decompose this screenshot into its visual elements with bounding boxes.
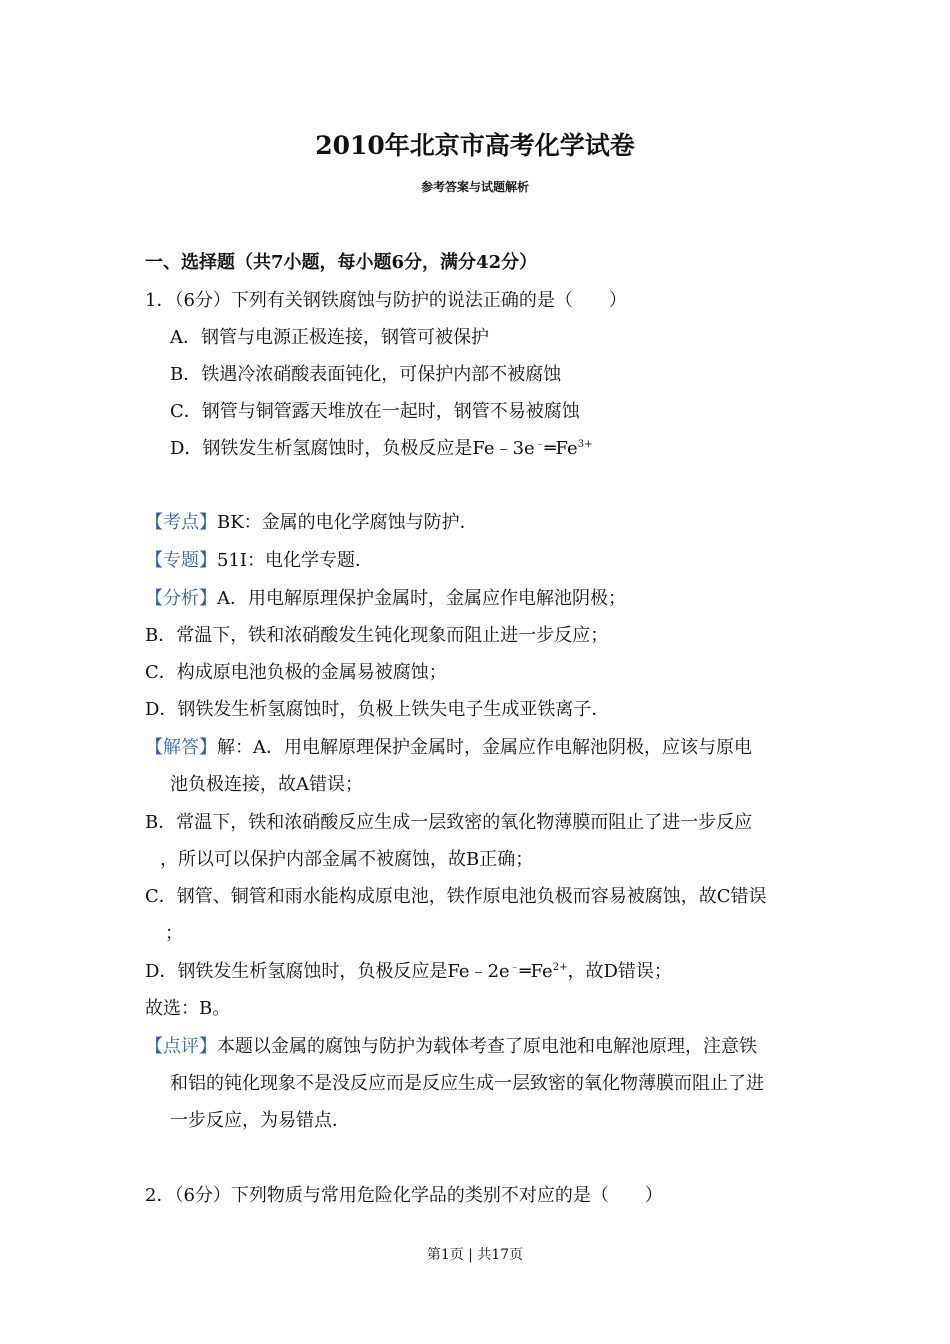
kaodian-row <box>145 508 478 534</box>
question-1-stem: 1．（6分）下列有关钢铁腐蚀与防护的说法正确的是（ ） <box>145 290 627 311</box>
question-1-option-a: A．钢管与电源正极连接，钢管可被保护 <box>170 327 489 348</box>
jieda-text-6: ； <box>165 923 183 944</box>
fenxi-text-2: B．常温下，铁和浓硝酸发生钝化现象而阻止进一步反应； <box>145 625 609 646</box>
page-title: 2010年北京市高考化学试卷 <box>315 131 635 160</box>
question-1-option-d <box>170 434 592 460</box>
section-heading: 一、选择题（共7小题，每小题6分，满分42分） <box>145 252 538 273</box>
jieda-7-tail: ，故D错误； <box>567 961 672 982</box>
zhuanti-text: 51I：电化学专题． <box>217 550 374 571</box>
fenxi-row <box>145 584 626 610</box>
zhuanti-tag: 【专题】 <box>145 550 217 571</box>
question-1-option-b: B．铁遇冷浓硝酸表面钝化，可保护内部不被腐蚀 <box>170 364 562 385</box>
kaodian-tag: 【考点】 <box>145 512 217 533</box>
jieda-text-1: 解：A．用电解原理保护金属时，金属应作电解池阴极，应该与原电 <box>217 737 752 758</box>
jieda-7-superscript-charge: ﹣ <box>509 962 520 973</box>
dianping-tag: 【点评】 <box>145 1036 217 1057</box>
option-d-text: D．钢铁发生析氢腐蚀时，负极反应是Fe﹣3e <box>170 438 535 459</box>
jieda-7-text: D．钢铁发生析氢腐蚀时，负极反应是Fe﹣2e <box>145 961 510 982</box>
fenxi-text-4: D．钢铁发生析氢腐蚀时，负极上铁失电子生成亚铁离子． <box>145 699 610 720</box>
jieda-7-product: ═Fe <box>519 961 553 982</box>
option-d-product: ═Fe <box>544 438 578 459</box>
jieda-text-4: ，所以可以保护内部金属不被腐蚀，故B正确； <box>160 849 534 870</box>
jieda-text-2: 池负极连接，故A错误； <box>170 774 363 795</box>
option-d-superscript-charge: ﹣ <box>534 439 545 450</box>
dianping-text-3: 一步反应，为易错点． <box>170 1110 350 1131</box>
jieda-text-5: C．钢管、铜管和雨水能构成原电池，铁作原电池负极而容易被腐蚀，故C错误 <box>145 886 767 907</box>
fenxi-tag: 【分析】 <box>145 588 217 609</box>
question-2-stem: 2．（6分）下列物质与常用危险化学品的类别不对应的是（ ） <box>145 1185 663 1206</box>
question-1-option-c: C．钢管与铜管露天堆放在一起时，钢管不易被腐蚀 <box>170 401 580 422</box>
dianping-text-1: 本题以金属的腐蚀与防护为载体考查了原电池和电解池原理，注意铁 <box>217 1036 757 1057</box>
jieda-text-3: B．常温下，铁和浓硝酸反应生成一层致密的氧化物薄膜而阻止了进一步反应 <box>145 812 753 833</box>
jieda-text-7 <box>145 957 672 983</box>
dianping-row <box>145 1032 757 1058</box>
page-footer: 第1页 | 共17页 <box>426 1247 524 1263</box>
option-d-superscript-ion: 3+ <box>577 439 593 450</box>
page-subtitle: 参考答案与试题解析 <box>420 180 529 194</box>
jieda-tag: 【解答】 <box>145 737 217 758</box>
fenxi-text-3: C．构成原电池负极的金属易被腐蚀； <box>145 662 447 683</box>
dianping-text-2: 和铝的钝化现象不是没反应而是反应生成一层致密的氧化物薄膜而阻止了进 <box>170 1073 764 1094</box>
answer-choice: 故选：B。 <box>145 998 231 1019</box>
kaodian-text: BK：金属的电化学腐蚀与防护． <box>217 512 478 533</box>
jieda-7-superscript-ion: 2+ <box>552 962 568 973</box>
jieda-row <box>145 733 752 759</box>
fenxi-text-1: A．用电解原理保护金属时，金属应作电解池阴极； <box>217 588 626 609</box>
zhuanti-row <box>145 546 373 572</box>
